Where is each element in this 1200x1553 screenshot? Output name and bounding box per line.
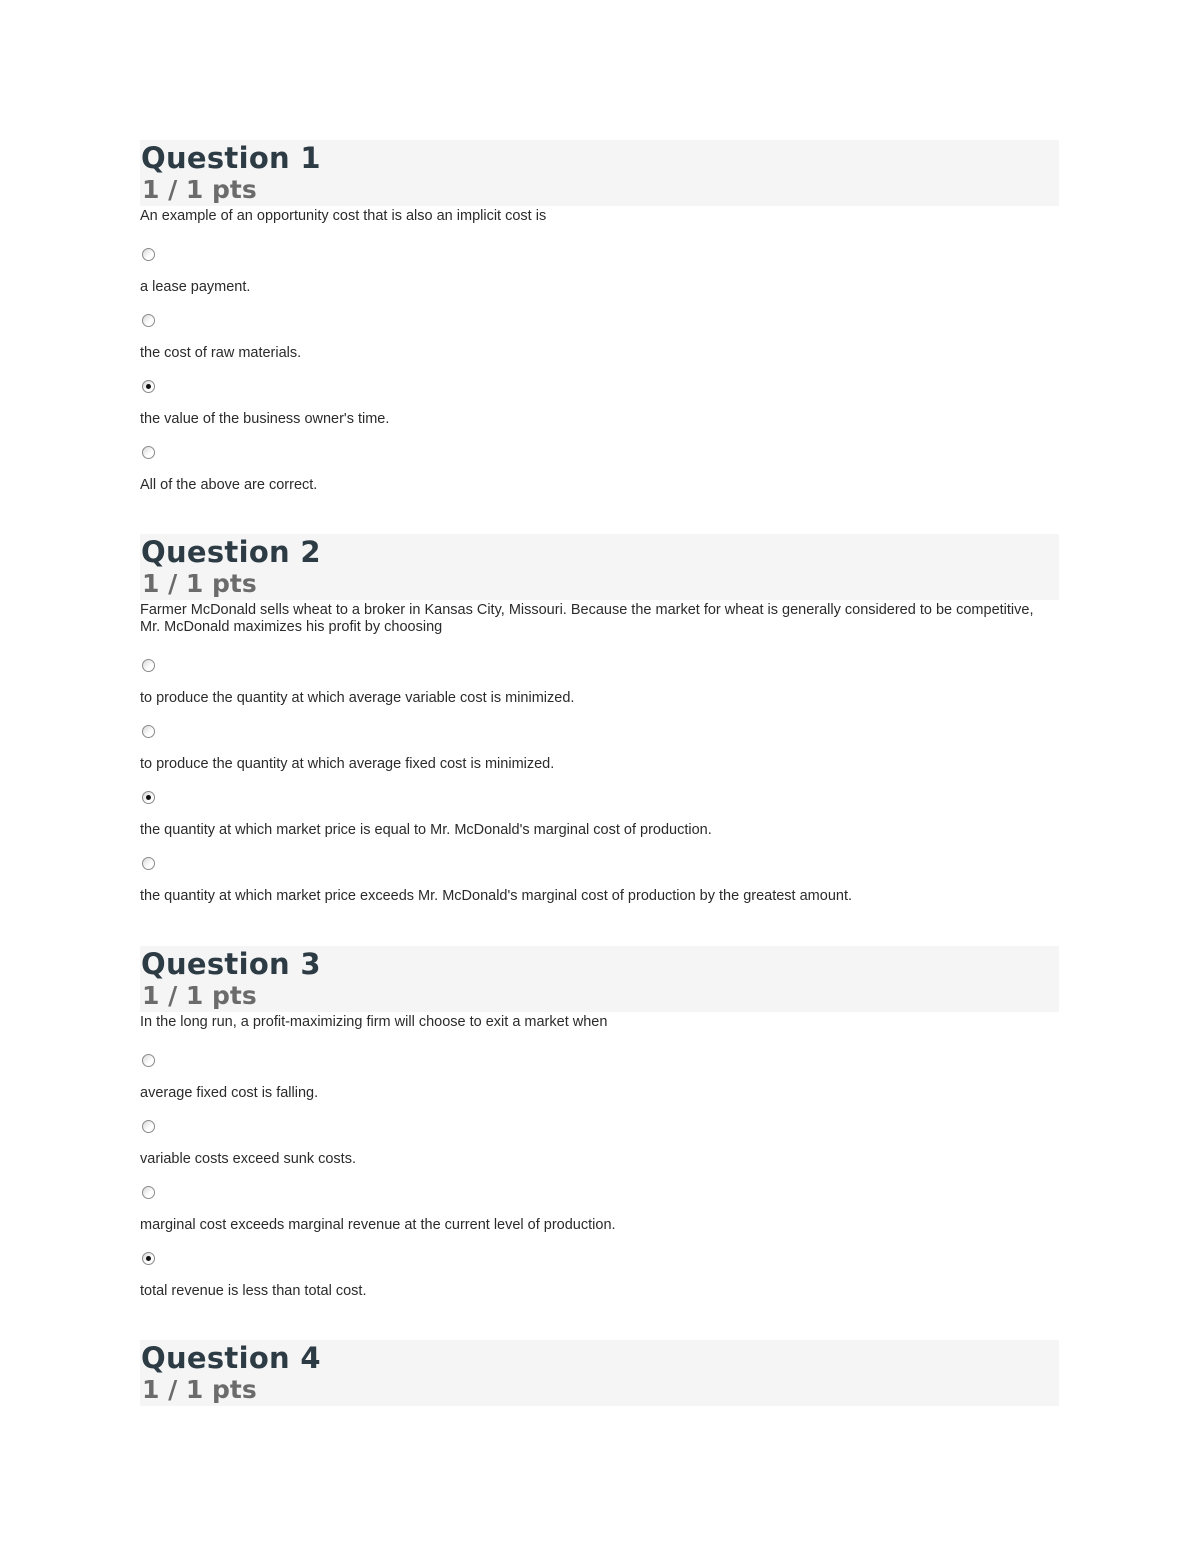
radio-button[interactable]: [142, 446, 155, 459]
answer-option[interactable]: [140, 1186, 1059, 1252]
question-title: Question 2: [141, 535, 321, 569]
answer-label: the value of the business owner's time.: [140, 411, 390, 427]
answer-label: to produce the quantity at which average variable cost is minimized.: [140, 690, 575, 706]
radio-button[interactable]: [142, 659, 155, 672]
answer-option[interactable]: [140, 314, 1059, 380]
answer-option[interactable]: [140, 1054, 1059, 1120]
radio-button[interactable]: [142, 1054, 155, 1067]
radio-button[interactable]: [142, 725, 155, 738]
answer-option[interactable]: [140, 446, 1059, 512]
radio-button[interactable]: [142, 791, 155, 804]
answer-option[interactable]: [140, 857, 1059, 923]
radio-button[interactable]: [142, 1186, 155, 1199]
answer-list: [140, 1054, 1059, 1318]
answer-label: total revenue is less than total cost.: [140, 1283, 367, 1299]
answer-label: the quantity at which market price exceeds Mr. McDonald's marginal cost of production by the greatest amount.: [140, 888, 853, 904]
answer-option[interactable]: [140, 1120, 1059, 1186]
question-header: [140, 946, 1059, 1012]
answer-label: the quantity at which market price is equal to Mr. McDonald's marginal cost of production.: [140, 822, 712, 838]
question-header: [140, 534, 1059, 600]
question-2: [140, 534, 1059, 923]
radio-button[interactable]: [142, 1252, 155, 1265]
question-1: [140, 140, 1059, 512]
answer-list: [140, 248, 1059, 512]
question-3: [140, 946, 1059, 1318]
question-points: 1 / 1 pts: [142, 981, 257, 1010]
question-header: [140, 1340, 1059, 1406]
question-text: In the long run, a profit-maximizing firm will choose to exit a market when: [140, 1014, 608, 1030]
answer-label: to produce the quantity at which average fixed cost is minimized.: [140, 756, 555, 772]
question-points: 1 / 1 pts: [142, 1375, 257, 1404]
answer-option[interactable]: [140, 791, 1059, 857]
answer-label: the cost of raw materials.: [140, 345, 302, 361]
answer-label: variable costs exceed sunk costs.: [140, 1151, 356, 1167]
radio-button[interactable]: [142, 314, 155, 327]
answer-option[interactable]: [140, 1252, 1059, 1318]
answer-label: marginal cost exceeds marginal revenue at the current level of production.: [140, 1217, 616, 1233]
answer-option[interactable]: [140, 725, 1059, 791]
answer-label: All of the above are correct.: [140, 477, 318, 493]
answer-list: [140, 659, 1059, 923]
answer-option[interactable]: [140, 248, 1059, 314]
question-title: Question 3: [141, 947, 321, 981]
answer-label: average fixed cost is falling.: [140, 1085, 319, 1101]
question-points: 1 / 1 pts: [142, 175, 257, 204]
radio-button[interactable]: [142, 380, 155, 393]
question-text: An example of an opportunity cost that is also an implicit cost is: [140, 208, 547, 224]
question-title: Question 4: [141, 1341, 321, 1375]
question-4: [140, 1340, 1059, 1406]
question-header: [140, 140, 1059, 206]
answer-option[interactable]: [140, 380, 1059, 446]
question-title: Question 1: [141, 141, 321, 175]
answer-option[interactable]: [140, 659, 1059, 725]
radio-button[interactable]: [142, 248, 155, 261]
answer-label: a lease payment.: [140, 279, 251, 295]
question-points: 1 / 1 pts: [142, 569, 257, 598]
question-text: Farmer McDonald sells wheat to a broker in Kansas City, Missouri. Because the market for wheat is generally considered to be competitive, Mr. McDonald maximizes his profit by choosing: [140, 602, 1034, 635]
radio-button[interactable]: [142, 857, 155, 870]
radio-button[interactable]: [142, 1120, 155, 1133]
